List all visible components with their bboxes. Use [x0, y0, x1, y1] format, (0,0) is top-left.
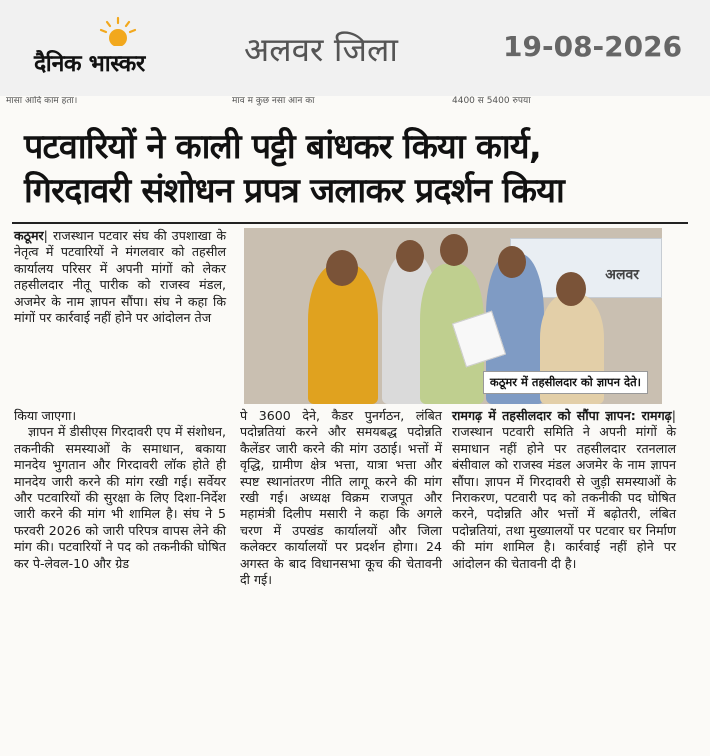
- logo-text: दैनिक भास्कर: [34, 51, 145, 77]
- edition-title: अलवर जिला: [244, 30, 398, 69]
- headline-line-1: पटवारियों ने काली पट्टी बांधकर किया कार्य,: [24, 127, 541, 167]
- col1-continued: किया जाएगा।: [14, 408, 77, 423]
- col1-top-text: | राजस्थान पटवार संघ की उपशाखा के नेतृत्व में पटवारियों ने मंगलवार को तहसील कार्यालय परिसर में अपनी मांगों को लेकर तहसीलदार नीतू पारीक को राजस्व मंडल, अजमेर के नाम ज्ञापन सौंपा। संघ ने कहा कि मांगों पर कार्रवाई नहीं होने पर आंदोलन तेज: [14, 228, 226, 326]
- person-5-head: [556, 272, 586, 306]
- dateline-ramgarh: रामगढ़: [641, 408, 672, 423]
- edition-date: 19-08-2026: [503, 30, 683, 63]
- article-column-3: [452, 408, 676, 572]
- headline-line-2: गिरदावरी संशोधन प्रपत्र जलाकर प्रदर्शन किया: [24, 171, 564, 211]
- dateline-kathumar: कठूमर: [14, 228, 44, 243]
- col3-text: | राजस्थान पटवारी समिति ने अपनी मांगों के समाधान नहीं होने पर तहसीलदार रतनलाल बंसीवाल को राजस्व मंडल अजमेर के नाम ज्ञापन सौंपा। ज्ञापन में गिरदावरी से जुड़ी समस्याओं के निराकरण, पटवारी पद को तकनीकी पद घोषित करने, पदोन्नति और भत्तों में बढ़ोतरी, लंबित पदोन्नतियां, तथा मुख्यालयों पर पटवार घर निर्माण की मांग शामिल है। कार्रवाई नहीं होने पर आंदोलन की चेतावनी दी है।: [452, 408, 676, 571]
- article-column-1-top: [14, 228, 226, 326]
- ramgarh-subhead: रामगढ़ में तहसीलदार को सौंपा ज्ञापन:: [452, 408, 636, 423]
- cut-text-left: मासा आदि काम हता।: [6, 96, 78, 106]
- person-4-head: [498, 246, 526, 278]
- news-photo: [244, 228, 662, 404]
- cut-text-right: 4400 स 5400 रुपया: [452, 96, 531, 106]
- sun-logo-icon: [98, 16, 138, 46]
- photo-caption: कठूमर में तहसीलदार को ज्ञापन देते।: [483, 371, 648, 394]
- col1-paragraph-2: ज्ञापन में डीसीएस गिरदावरी एप में संशोधन, तकनीकी समस्याओं के समाधान, बकाया मानदेय भुगतान और गिरदावरी लॉक होते ही मानदेय जारी करने की मांग रखी गई। सर्वेयर और पटवारियों की सुरक्षा के लिए दिशा-निर्देश जारी करने की मांग भी शामिल है। संघ ने 5 फरवरी 2026 को जारी परिपत्र वापस लेने की मांग की। पटवारियों ने पद को तकनीकी घोषित कर पे-लेवल-10 और ग्रेड: [14, 424, 226, 571]
- sign-text: अलवर: [605, 267, 639, 283]
- cut-text-middle: माव म कुछ नसा आन का: [232, 96, 315, 106]
- app-header: [0, 0, 710, 97]
- person-1-head: [326, 250, 358, 286]
- newspaper-clipping: [0, 96, 710, 756]
- person-2-head: [396, 240, 424, 272]
- headline-rule: [12, 222, 688, 224]
- article-column-1-bottom: [14, 408, 226, 572]
- article-column-2: [240, 408, 442, 588]
- dainik-bhaskar-logo: [34, 16, 204, 80]
- person-3-head: [440, 234, 468, 266]
- col2-text: पे 3600 देने, कैडर पुनर्गठन, लंबित पदोन्नतियां करने और समयबद्ध पदोन्नति कैलेंडर जारी करने की मांग उठाई। भत्तों में वृद्धि, ग्रामीण क्षेत्र भत्ता, यात्रा भत्ता और स्पष्ट स्थानांतरण नीति लागू करने की मांग रखी गई। अध्यक्ष विक्रम राजपूत और महामंत्री दिलीप मसारी ने कहा कि अगले चरण में उपखंड कार्यालयों और जिला कलेक्टर कार्यालयों पर प्रदर्शन होगा। 24 अगस्त के बाद विधानसभा कूच की चेतावनी दी गई।: [240, 408, 442, 588]
